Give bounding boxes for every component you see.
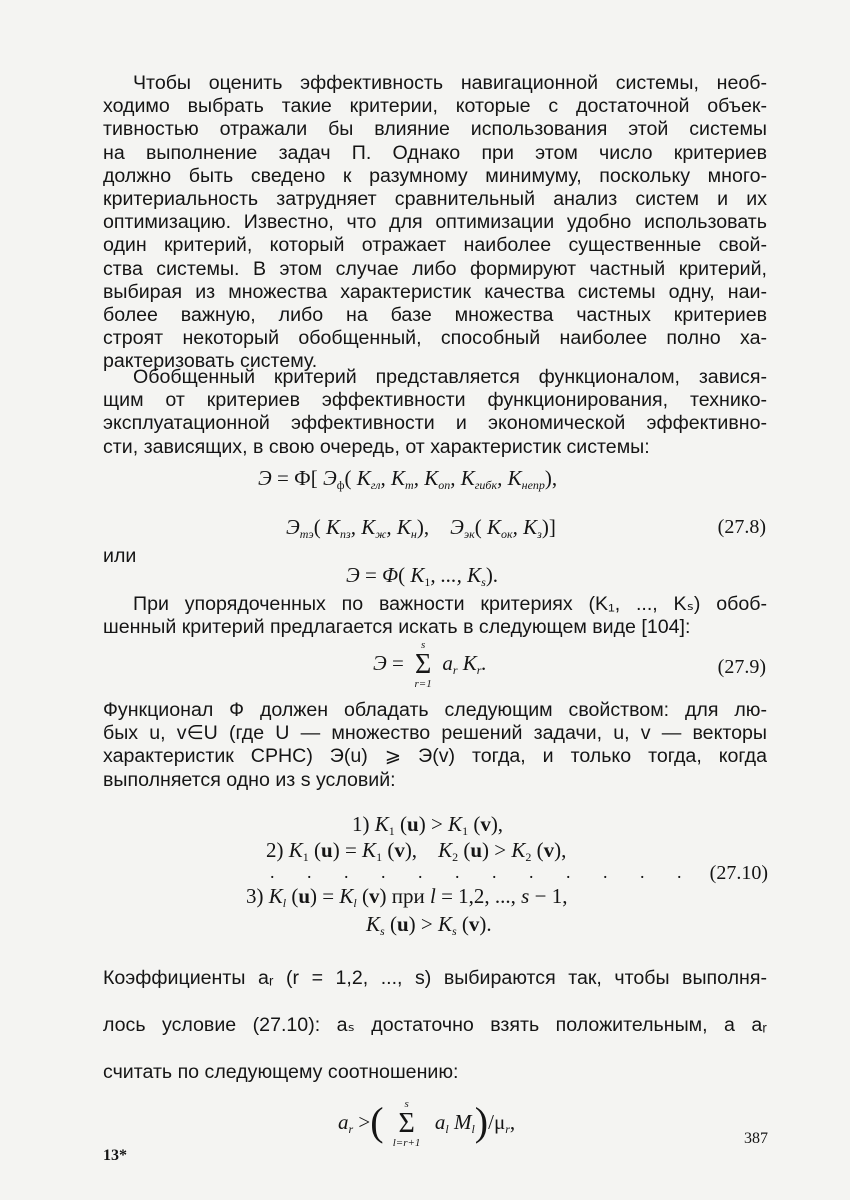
text-line: Функционал Ф должен обладать следующим свойством: для лю- bbox=[103, 699, 767, 721]
paragraph-coefficients bbox=[103, 955, 767, 1096]
text-line: сти, зависящих, в свою очередь, от характеристик системы: bbox=[103, 435, 650, 458]
text-line: Чтобы оценить эффективность навигационной системы, необ- bbox=[133, 72, 767, 94]
signature-mark: 13* bbox=[103, 1147, 127, 1164]
text-line: выполняется одно из s условий: bbox=[103, 768, 396, 791]
paragraph-functional-property bbox=[103, 699, 767, 792]
text-line: характеристик СРНС) Э(u) ⩾ Э(v) тогда, и только тогда, когда bbox=[103, 745, 767, 768]
equation-27-8-line1: Э = Ф[ $Э_ф$( $K_{гл}$, $K_т$, $K_{оп}$, $K_{гибк}$, $K_{непр}$), bbox=[258, 466, 558, 492]
text-line: критериальность затрудняет сравнительный анализ систем и их bbox=[103, 188, 767, 211]
paragraph-ordered-criteria bbox=[103, 593, 767, 639]
text-line: ходимо выбрать такие критерии, которые с достаточной объек- bbox=[103, 95, 767, 118]
paragraph-generalized-criterion bbox=[103, 366, 767, 459]
text-line: должно быть сведено к разумному минимуму, поскольку много- bbox=[103, 164, 767, 187]
text-line: тивностью отражали бы влияние использования этой системы bbox=[103, 118, 767, 141]
equation-27-10-condition-3b: $K_s$ $(u) > K_s$ (v). bbox=[366, 912, 492, 938]
text-line: выбирая из множества характеристик качества системы одну, наи- bbox=[103, 280, 767, 303]
text-line: строят некоторый обобщенный, способный наиболее полно ха- bbox=[103, 327, 767, 350]
equation-phi-short: Э = Φ( $K_1$, ..., $K_s$). bbox=[346, 563, 499, 589]
text-line: При упорядоченных по важности критериях (K₁, ..., Kₛ) обоб- bbox=[133, 593, 767, 615]
equation-27-8-line2: $Э_{тэ}$( $K_{пз}$, $K_ж$, $K_н$), $Э_{эк}$( $K_{ок}$, $K_з$)] bbox=[286, 515, 556, 541]
text-line: оптимизацию. Известно, что для оптимизации удобно использовать bbox=[103, 211, 767, 234]
equation-27-9: Э = s Σ r=1 $a_r$ $K_r$. bbox=[373, 639, 487, 690]
text-line: эксплуатационной эффективности и экономической эффективно- bbox=[103, 412, 767, 435]
ellipsis-dots: . . . . . . . . . . . . bbox=[270, 862, 696, 882]
text-line: щим от критериев эффективности функционирования, технико- bbox=[103, 389, 767, 412]
word-pri: при bbox=[391, 884, 425, 908]
equation-number-27-8: (27.8) bbox=[717, 516, 766, 538]
equation-coefficient-inequality: $a_r$ >( s Σ l=r+1 $a_l$ $M_l)/\mu_r$, bbox=[338, 1098, 516, 1150]
text-line: бых u, v∈U (где U — множество решений задачи, u, v — векторы bbox=[103, 722, 767, 745]
text-line: ства системы. В этом случае либо формируют частный критерий, bbox=[103, 257, 767, 280]
text-line: шенный критерий предлагается искать в следующем виде [104]: bbox=[103, 616, 691, 639]
equation-27-10-condition-1: 1) $K_1$ $(u) > K_1$ (v), bbox=[352, 812, 504, 838]
equation-number-27-9: (27.9) bbox=[717, 656, 766, 678]
text-line: лось условие (27.10): aₛ достаточно взять положительным, а aᵣ bbox=[103, 1014, 767, 1036]
sum-sign-icon: s Σ l=r+1 bbox=[392, 1098, 421, 1150]
text-line: считать по следующему соотношению: bbox=[103, 1061, 459, 1083]
text-line: Обобщенный критерий представляется функционалом, завися- bbox=[133, 366, 767, 388]
sum-sign-icon: s Σ r=1 bbox=[414, 639, 432, 690]
equation-27-10-condition-3: 3) $K_l$ $(u) = K_l$ (v) при l = 1,2, ..., s − 1, bbox=[246, 884, 568, 910]
paragraph-criteria-intro bbox=[103, 72, 767, 374]
text-line: более важную, либо на базе множества частных критериев bbox=[103, 304, 767, 327]
text-line: рактеризовать систему. bbox=[103, 350, 318, 373]
page-number: 387 bbox=[744, 1130, 768, 1147]
equation-27-10-condition-2: 2) $K_1$ $(u) = K_1$ (v), $K_2$ $(u) > K_2$ (v), bbox=[266, 838, 567, 864]
word-or: или bbox=[103, 545, 137, 567]
text-line: Коэффициенты aᵣ (r = 1,2, ..., s) выбираются так, чтобы выполня- bbox=[103, 967, 767, 989]
text-line: на выполнение задач П. Однако при этом число критериев bbox=[103, 141, 767, 164]
equation-number-27-10: (27.10) bbox=[709, 862, 768, 884]
text-line: один критерий, который отражает наиболее существенные свой- bbox=[103, 234, 767, 257]
